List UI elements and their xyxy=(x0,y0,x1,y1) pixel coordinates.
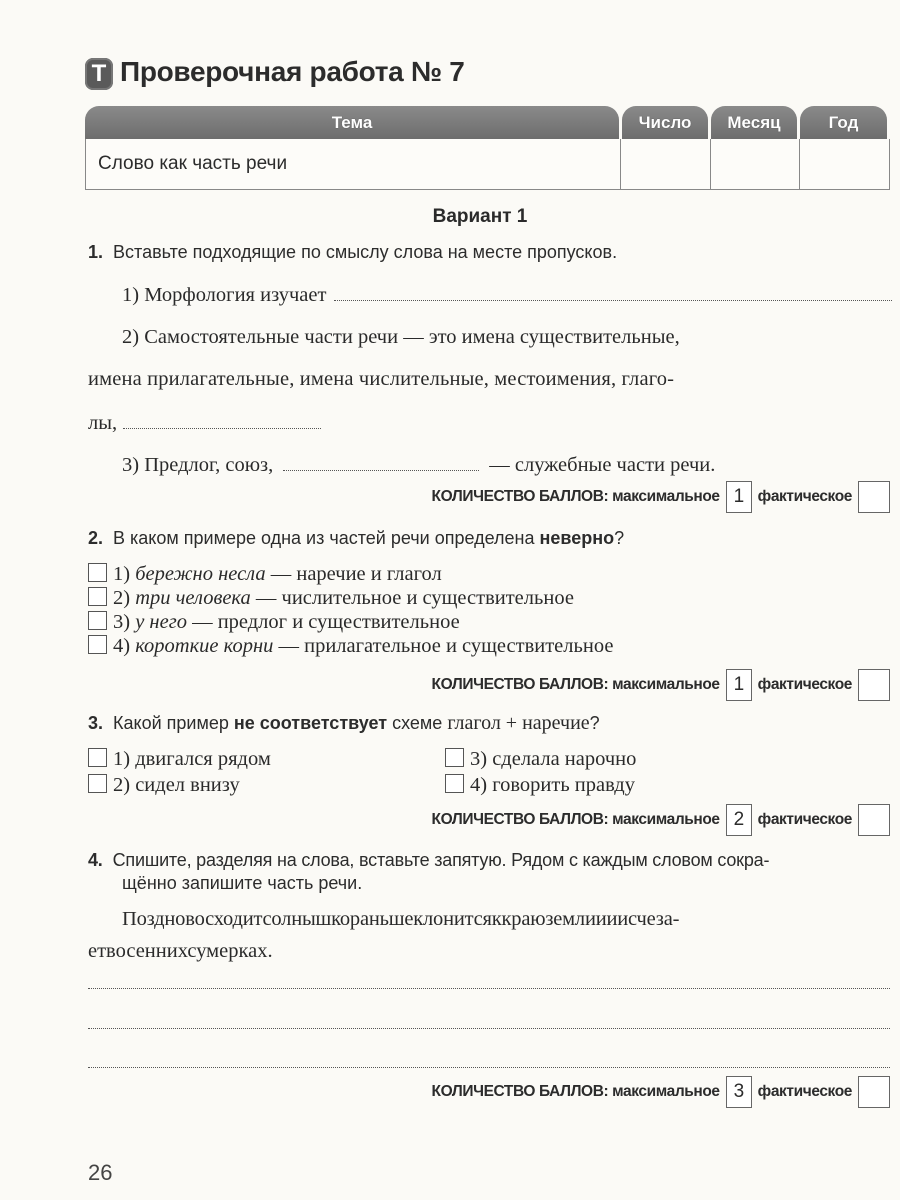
question-2-prompt xyxy=(88,528,624,549)
q3-score xyxy=(432,804,890,836)
actual-score-label: фактическое xyxy=(757,811,852,828)
prompt-emphasis: неверно xyxy=(539,528,615,548)
q1-item-1 xyxy=(122,284,892,307)
column-header-month: Месяц xyxy=(711,106,797,139)
option-number: 4) xyxy=(113,635,131,657)
option-number: 1) xyxy=(113,563,131,585)
column-header-day: Число xyxy=(622,106,708,139)
checkbox[interactable] xyxy=(88,635,107,654)
q3-option-3[interactable] xyxy=(445,748,636,771)
option-number: 3) xyxy=(113,611,131,633)
actual-score-input[interactable] xyxy=(858,481,890,513)
q3-option-2[interactable] xyxy=(88,774,240,797)
q2-score xyxy=(432,669,890,701)
q1-item-2-line1: 2) Самостоятельные части речи — это имена существительные, xyxy=(122,326,680,348)
q2-option-1[interactable] xyxy=(88,563,442,586)
answer-line-1[interactable] xyxy=(88,988,890,989)
prompt-emphasis: не соответствует xyxy=(233,713,388,733)
option-text: 3) сделала нарочно xyxy=(470,748,637,770)
actual-score-label: фактическое xyxy=(757,1083,852,1100)
actual-score-input[interactable] xyxy=(858,804,890,836)
question-number: 1. xyxy=(88,242,104,262)
q3-option-1[interactable] xyxy=(88,748,271,771)
variant-heading: Вариант 1 xyxy=(432,206,528,227)
item-text: 3) Предлог, союз, xyxy=(122,454,274,476)
topic-value: Слово как часть речи xyxy=(98,153,288,174)
option-phrase: короткие корни xyxy=(135,635,274,657)
answer-blank[interactable] xyxy=(334,300,892,301)
day-cell[interactable] xyxy=(621,139,711,189)
item-text: лы, xyxy=(88,412,118,434)
question-3-prompt xyxy=(88,712,600,735)
q4-text-line2: етвосеннихсумерках. xyxy=(88,940,273,962)
max-score-label: КОЛИЧЕСТВО БАЛЛОВ: максимальное xyxy=(431,676,720,693)
question-number: 4. xyxy=(88,850,103,870)
option-text: 2) сидел внизу xyxy=(113,774,240,796)
page-number: 26 xyxy=(88,1160,113,1185)
max-score-value: 2 xyxy=(726,804,752,836)
actual-score-input[interactable] xyxy=(858,1076,890,1108)
checkbox[interactable] xyxy=(88,611,107,630)
q2-option-2[interactable] xyxy=(88,587,574,610)
option-text: 1) двигался рядом xyxy=(113,748,271,770)
checkbox[interactable] xyxy=(88,563,107,582)
actual-score-label: фактическое xyxy=(757,676,852,693)
max-score-label: КОЛИЧЕСТВО БАЛЛОВ: максимальное xyxy=(431,811,720,828)
item-text: — служебные части речи. xyxy=(489,454,716,476)
question-number: 2. xyxy=(88,528,104,548)
option-desc: — наречие и глагол xyxy=(270,563,442,585)
column-header-topic: Тема xyxy=(85,106,619,139)
checkbox[interactable] xyxy=(88,748,107,767)
item-text: 1) Морфология изучает xyxy=(122,284,327,306)
prompt-text: Вставьте подходящие по смыслу слова на месте пропусков. xyxy=(113,242,618,262)
checkbox[interactable] xyxy=(88,587,107,606)
prompt-text: Спишите, разделяя на слова, вставьте запятую. Рядом с каждым словом сокра- xyxy=(112,850,770,870)
q3-option-4[interactable] xyxy=(445,774,635,797)
question-4-prompt xyxy=(88,850,898,894)
page-title: Проверочная работа № 7 xyxy=(120,56,465,87)
max-score-label: КОЛИЧЕСТВО БАЛЛОВ: максимальное xyxy=(431,488,720,505)
prompt-text: В каком примере одна из частей речи определена xyxy=(113,528,540,548)
max-score-value: 1 xyxy=(726,669,752,701)
checkbox[interactable] xyxy=(445,774,464,793)
q1-item-3 xyxy=(122,454,715,477)
option-text: 4) говорить правду xyxy=(470,774,635,796)
prompt-text: схеме xyxy=(387,713,448,733)
month-cell[interactable] xyxy=(711,139,801,189)
option-desc: — прилагательное и существительное xyxy=(278,635,614,657)
max-score-label: КОЛИЧЕСТВО БАЛЛОВ: максимальное xyxy=(431,1083,720,1100)
question-number: 3. xyxy=(88,713,104,733)
option-phrase: бережно несла xyxy=(135,563,266,585)
column-header-year: Год xyxy=(800,106,887,139)
prompt-scheme: глагол + наречие xyxy=(447,712,590,734)
checkbox[interactable] xyxy=(88,774,107,793)
answer-blank[interactable] xyxy=(283,470,479,471)
topic-table xyxy=(85,106,890,190)
option-desc: — числительное и существительное xyxy=(255,587,574,609)
topic-cell xyxy=(86,139,621,189)
q1-item-2-line2: имена прилагательные, имена числительные, местоимения, глаго- xyxy=(88,368,675,390)
max-score-value: 1 xyxy=(726,481,752,513)
answer-blank[interactable] xyxy=(123,428,321,429)
q2-option-3[interactable] xyxy=(88,611,460,634)
option-phrase: три человека xyxy=(135,587,251,609)
q1-item-2-line3 xyxy=(88,412,321,435)
q1-score xyxy=(432,481,890,513)
prompt-text: ? xyxy=(589,713,600,733)
option-desc: — предлог и существительное xyxy=(192,611,460,633)
max-score-value: 3 xyxy=(726,1076,752,1108)
year-cell[interactable] xyxy=(800,139,889,189)
checkbox[interactable] xyxy=(445,748,464,767)
answer-line-2[interactable] xyxy=(88,1028,890,1029)
answer-line-3[interactable] xyxy=(88,1067,890,1068)
question-1-prompt xyxy=(88,242,617,263)
actual-score-input[interactable] xyxy=(858,669,890,701)
prompt-text: Какой пример xyxy=(113,713,234,733)
actual-score-label: фактическое xyxy=(757,488,852,505)
prompt-text: ? xyxy=(614,528,625,548)
option-number: 2) xyxy=(113,587,131,609)
q2-option-4[interactable] xyxy=(88,635,613,658)
option-phrase: у него xyxy=(135,611,187,633)
prompt-text: щённо запишите часть речи. xyxy=(122,873,363,893)
test-badge-icon: Т xyxy=(85,58,113,90)
q4-score xyxy=(432,1076,890,1108)
q4-text-line1: Поздновосходитсолнышкораньшеклонитсяккраюземлиииисчеза- xyxy=(122,908,680,930)
